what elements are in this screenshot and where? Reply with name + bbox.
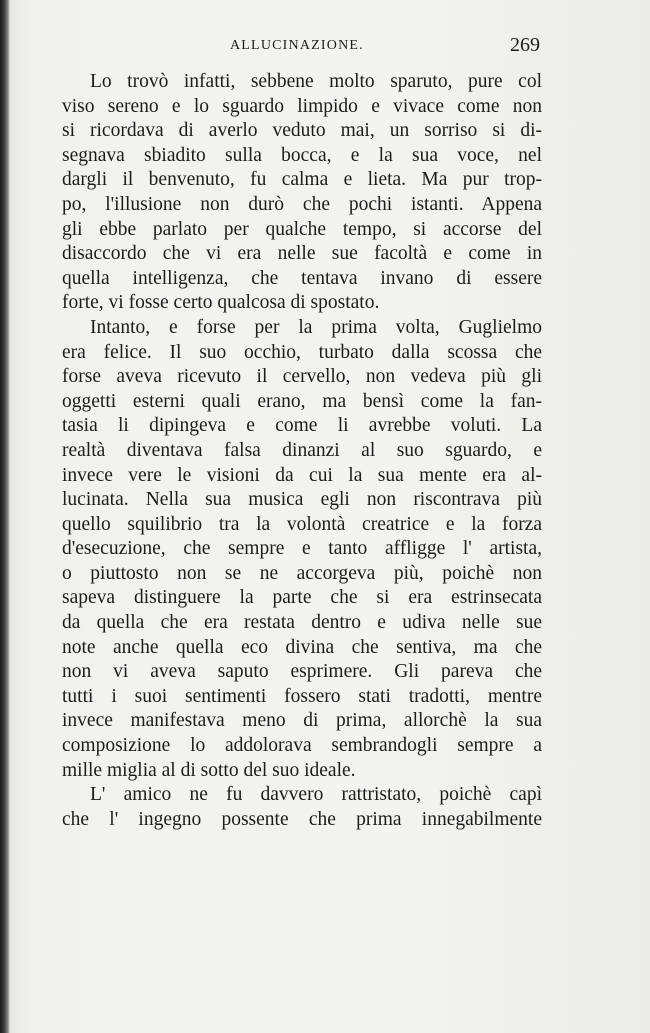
page-number: 269 xyxy=(510,34,540,56)
text-line: Intanto, e forse per la prima volta, Guglielmo xyxy=(90,316,542,338)
text-line: gli ebbe parlato per qualche tempo, si accorse del xyxy=(62,218,542,240)
text-line: invece vere le visioni da cui la sua mente era al- xyxy=(62,464,542,486)
text-line: note anche quella eco divina che sentiva, ma che xyxy=(62,636,542,658)
text-line: sapeva distinguere la parte che si era estrinsecata xyxy=(62,587,542,609)
text-line: o piuttosto non se ne accorgeva più, poichè non xyxy=(62,562,542,584)
text-line: realtà diventava falsa dinanzi al suo sguardo, e xyxy=(62,439,542,461)
page-header xyxy=(70,34,540,62)
text-line: da quella che era restata dentro e udiva nelle sue xyxy=(62,612,542,634)
page-binding-shadow xyxy=(0,0,10,1033)
text-line: disaccordo che vi era nelle sue facoltà e come in xyxy=(62,243,542,265)
text-line: viso sereno e lo sguardo limpido e vivace come non xyxy=(62,95,542,117)
text-line: L' amico ne fu davvero rattristato, poichè capì xyxy=(90,784,542,806)
body-text xyxy=(62,70,542,832)
text-line: d'esecuzione, che sempre e tanto affligge l' artista, xyxy=(62,538,542,560)
text-line: era felice. Il suo occhio, turbato dalla scossa che xyxy=(62,341,542,363)
text-line: mille miglia al di sotto del suo ideale. xyxy=(62,759,356,781)
text-line: quella intelligenza, che tentava invano di essere xyxy=(62,267,542,289)
running-head: ALLUCINAZIONE. xyxy=(230,38,364,53)
text-line: si ricordava di averlo veduto mai, un sorriso si di- xyxy=(62,120,542,142)
text-line: quello squilibrio tra la volontà creatrice e la forza xyxy=(62,513,542,535)
text-line: invece manifestava meno di prima, allorchè la sua xyxy=(62,710,542,732)
text-line: oggetti esterni quali erano, ma bensì come la fan- xyxy=(62,390,542,412)
text-line: non vi aveva saputo esprimere. Gli pareva che xyxy=(62,661,542,683)
text-line: segnava sbiadito sulla bocca, e la sua voce, nel xyxy=(62,144,542,166)
text-line: che l' ingegno possente che prima innegabilmente xyxy=(62,808,542,830)
text-line: po, l'illusione non durò che pochi istanti. Appena xyxy=(62,193,542,215)
text-line: forte, vi fosse certo qualcosa di spostato. xyxy=(62,292,380,314)
text-line: dargli il benvenuto, fu calma e lieta. Ma pur trop- xyxy=(62,169,542,191)
text-line: Lo trovò infatti, sebbene molto sparuto, pure col xyxy=(90,71,542,92)
text-line: forse aveva ricevuto il cervello, non vedeva più gli xyxy=(62,366,542,388)
text-line: composizione lo addolorava sembrandogli sempre a xyxy=(62,735,542,757)
text-line: tasia li dipingeva e come li avrebbe voluti. La xyxy=(62,415,542,437)
text-line: lucinata. Nella sua musica egli non riscontrava più xyxy=(62,489,542,511)
text-line: tutti i suoi sentimenti fossero stati tradotti, mentre xyxy=(62,685,542,707)
